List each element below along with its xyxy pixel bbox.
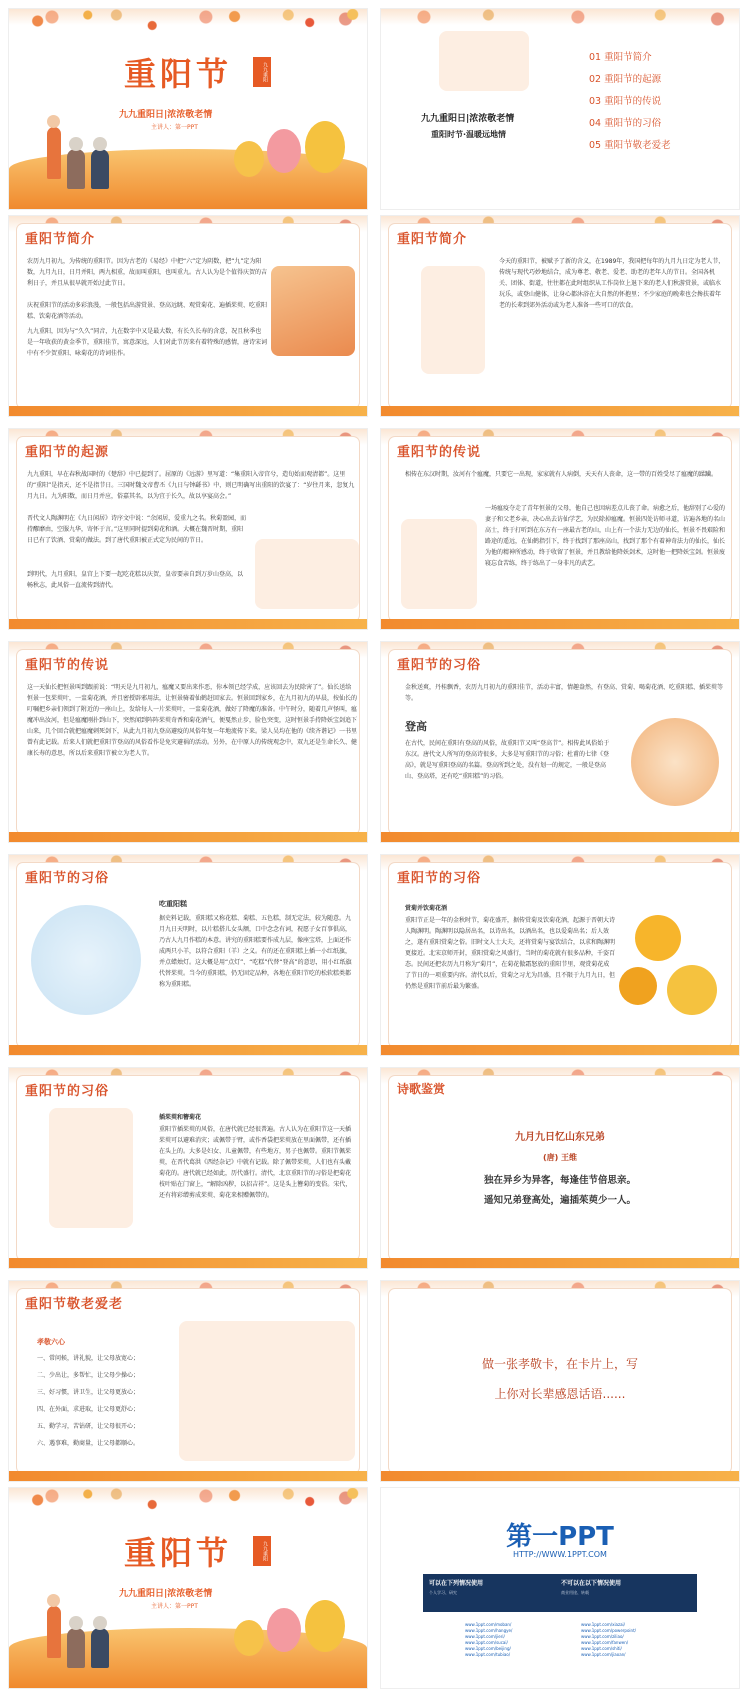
link[interactable]: www.1ppt.com/shiti/	[581, 1646, 622, 1651]
toc-item-5[interactable]: 05 重阳节敬老爱老	[589, 140, 671, 151]
intro-paragraph-3: 九九重阳，因为与“久久”同音，九在数字中又是最大数，有长久长寿的含意，况且秋季也是一年收获的黄金季节，重阳佳节，寓意深远，人们对此节历来有着特殊的感情，唐诗宋词中有不少贺重阳、咏菊花的诗词佳作。	[27, 328, 268, 357]
toc-item-2[interactable]: 02 重阳节的起源	[589, 74, 662, 85]
custom4-paragraph: 重阳节插茱萸的风俗，在唐代就已经很普遍。古人认为在重阳节这一天插茱萸可以避难消灾；或佩带于臂，或作香袋把茱萸放在里面佩带，还有插在头上的。大多是妇女、儿童佩带，有些地方，男子也佩带。重阳节佩茱萸，在晋代葛洪《西经杂记》中就有记载。除了佩带茱萸，人们也有头戴菊花的。唐代就已经如此，历代盛行。清代，北京重阳节的习俗是把菊花枝叶贴在门窗上，“解除凶秽，以招吉祥”。这是头上簪菊的变俗。宋代，还有将彩缯剪成茱萸、菊花来相赠佩带的。	[159, 1126, 352, 1199]
cover-speaker: 主讲人：第一PPT	[151, 1603, 198, 1610]
slide-custom-4[interactable]	[8, 1067, 368, 1269]
tree-icon	[234, 141, 264, 177]
tree-icon	[267, 129, 301, 173]
cover-title: 重阳节	[124, 55, 233, 93]
chrysanthemum-icon	[635, 915, 681, 961]
link[interactable]: www.1ppt.com/tubiao/	[465, 1652, 511, 1657]
respect-item-6: 六、遇事难，勤商量，让父母都顺心。	[37, 1440, 140, 1447]
respect-item-4: 四、在外面，求进取，让父母更舒心；	[37, 1406, 140, 1413]
links-column-1	[465, 1622, 512, 1658]
link[interactable]: www.1ppt.com/hangye/	[465, 1628, 513, 1633]
family-illustration	[439, 31, 529, 91]
usage-notice-bar	[423, 1574, 697, 1612]
slide-title: 重阳节的习俗	[25, 871, 110, 886]
bottom-bar	[9, 1258, 367, 1268]
origin-paragraph-2: 晋代文人陶渊明在《九日闲居》诗序文中说：“余闲居，爱重九之名。秋菊盈园，而持醪靡由，空服九华，寄怀于言。”这里同时提到菊花和酒。大概在魏晋时期，重阳日已有了饮酒、赏菊的做法。到了唐代重阳被正式定为民间的节日。	[27, 515, 247, 544]
allowed-usage-note: 个人学习、研究	[429, 1590, 457, 1595]
bottom-bar	[9, 1471, 367, 1481]
slide-toc[interactable]	[380, 8, 740, 210]
child-figure-icon	[47, 1606, 61, 1658]
chrysanthemum-icon	[667, 965, 717, 1015]
toc-heading: 九九重阳日|浓浓敬老情	[421, 114, 515, 124]
slide-title: 重阳节的传说	[25, 658, 110, 673]
respect-item-5: 五、勤学习，苦钻研，让父母很开心；	[37, 1423, 140, 1430]
custom3-paragraph: 重阳节正是一年的金秋时节，菊花盛开，据传赏菊及饮菊花酒，起源于晋朝大诗人陶渊明。陶渊明以隐居出名，以诗出名，以酒出名，也以爱菊出名；后人效之，遂有重阳赏菊之俗。旧时文人士大夫，还将赏菊与宴饮结合，以求和陶渊明更接近。北宋京师开封，重阳赏菊之风盛行，当时的菊花就有很多品种，千姿百态。民间还把农历九月称为“菊月”，在菊花傲霜怒放的重阳节里，观赏菊花成了节日的一项重要内容。清代以后，赏菊之习尤为昌盛，且不限于九月九日，但仍然是重阳节前后最为繁盛。	[405, 917, 616, 990]
wine-and-chrysanthemum-illustration	[631, 718, 719, 806]
toc-item-4[interactable]: 04 重阳节的习俗	[589, 118, 662, 129]
elders-eating-cake-illustration	[31, 905, 141, 1015]
link[interactable]: www.1ppt.com/moban/	[465, 1622, 512, 1627]
bottom-bar	[381, 619, 739, 629]
respect-item-2: 二、少出让，多帮忙，让父母少操心；	[37, 1372, 140, 1379]
bottom-bar	[381, 1045, 739, 1055]
poem-title: 九月九日忆山东兄弟	[515, 1132, 605, 1143]
elderly-couple-illustration	[401, 519, 477, 609]
bottom-bar	[9, 406, 367, 416]
link[interactable]: www.1ppt.com/powerpoint/	[581, 1628, 636, 1633]
slide-title: 重阳节简介	[397, 232, 468, 247]
poem-line-1: 独在异乡为异客，每逢佳节倍思亲。	[483, 1175, 636, 1186]
tree-icon	[234, 1620, 264, 1656]
toc-item-1[interactable]: 01 重阳节简介	[589, 52, 652, 63]
link[interactable]: www.1ppt.com/xiazai/	[581, 1622, 626, 1627]
custom-paragraph: 在古代，民间在重阳有登高的风俗，故重阳节又叫“登高节”。相传此风俗始于东汉。唐代文人所写的登高诗很多，大多是写重阳节的习俗；杜甫的七律《登高》，就是写重阳登高的名篇。登高所到之处，没有划一的规定，一般是登高山、登高塔，还有吃“重阳糕”的习俗。	[405, 740, 610, 780]
head-icon	[47, 1594, 60, 1607]
origin-paragraph-3: 到明代，九月重阳，皇宫上下要一起吃花糕以庆贺，皇帝要亲自到万岁山登高，以畅秋志，此风俗一直流传到清代。	[27, 571, 244, 589]
content-frame	[389, 1289, 731, 1473]
maple-leaves-decoration	[9, 1488, 367, 1518]
head-icon	[93, 137, 107, 151]
chrysanthemum-icon	[619, 967, 657, 1005]
slide-card[interactable]	[380, 1280, 740, 1482]
slide-respect[interactable]	[8, 1280, 368, 1482]
head-icon	[47, 115, 60, 128]
head-icon	[69, 137, 83, 151]
slide-cover-end[interactable]	[8, 1487, 368, 1689]
cover-subtitle: 九九重阳日|浓浓敬老情	[119, 1589, 213, 1599]
legend-paragraph-2: 一场瘟疫夺走了青年恒景的父母，他自己也因病差点儿丧了命。病愈之后，他辞别了心爱的妻子和父老乡亲，决心出去访仙学艺，为民除掉瘟魔。恒景四处访师寻道，访遍各地的名山高士，终于打听到在东方有一座最古老的山，山上有一个法力无边的仙长，恒景不畏艰险和路途的遥远，在仙鹤指引下，终于找到了那座高山，找到了那个有着神奇法力的仙长，仙长为他的精神所感动，终于收留了恒景，并且教给他降妖剑术，这时他一把降妖宝剑。恒景废寝忘食苦练，终于练出了一身非凡的武艺。	[485, 505, 726, 567]
slide-legend-2[interactable]	[8, 641, 368, 843]
card-line-2: 上你对长辈感恩话语......	[494, 1387, 626, 1401]
maple-leaves-decoration	[9, 9, 367, 39]
slide-title: 重阳节的习俗	[397, 658, 482, 673]
bottom-bar	[381, 1471, 739, 1481]
family-portrait-illustration	[179, 1321, 355, 1461]
toc-subheading: 重阳时节·温暖远地情	[431, 130, 507, 139]
intro-paragraph-2: 庆祝重阳节的活动多彩浪漫，一般包括出游赏景、登高远眺、观赏菊花、遍插茱萸、吃重阳糕、饮菊花酒等活动。	[27, 302, 268, 320]
slide-custom-2[interactable]	[8, 854, 368, 1056]
bottom-bar	[381, 832, 739, 842]
grandma-figure-icon	[67, 1628, 85, 1668]
slide-cover[interactable]	[8, 8, 368, 210]
family-gathering-illustration	[255, 539, 359, 609]
link[interactable]: www.1ppt.com/jieri/	[465, 1634, 505, 1639]
slide-custom-3[interactable]	[380, 854, 740, 1056]
link[interactable]: www.1ppt.com/fanwen/	[581, 1640, 629, 1645]
custom4-subtitle: 插茱萸和簪菊花	[159, 1114, 202, 1121]
custom2-subtitle: 吃重阳糕	[159, 900, 187, 908]
link[interactable]: www.1ppt.com/sucai/	[465, 1640, 508, 1645]
brand-url[interactable]: HTTP://WWW.1PPT.COM	[513, 1550, 607, 1559]
seal-stamp: 九九重阳	[253, 57, 271, 87]
bottom-bar	[381, 406, 739, 416]
forbidden-usage-note: 商业用途、转载	[561, 1590, 589, 1595]
grandpa-figure-icon	[91, 149, 109, 189]
origin-paragraph-1: 九九重阳，早在春秋战国时的《楚辞》中已提到了。屈原的《远游》里写道：“集重阳入帝宫兮，造旬始而观清都”。这里的“重阳”是指天，还不是指节日。三国时魏文帝曹丕《九日与钟繇书》中，则已明确写出重阳的饮宴了：“岁往月来，忽复九月九日。九为阳数，而日月并应，俗嘉其名，以为宜于长久，故以享宴高会。”	[27, 471, 355, 500]
mountain-stairs-illustration	[271, 266, 355, 356]
slide-title: 重阳节的传说	[397, 445, 482, 460]
allowed-usage-heading: 可以在下列情况使用	[429, 1580, 484, 1587]
poem-section-title: 诗歌鉴赏	[397, 1082, 446, 1096]
brand-logo: 第一PPT	[506, 1522, 614, 1552]
poem-line-2: 遥知兄弟登高处，遍插茱萸少一人。	[483, 1195, 636, 1206]
slide-poem[interactable]	[380, 1067, 740, 1269]
poem-author: (唐) 王维	[542, 1153, 578, 1162]
slide-title: 重阳节简介	[25, 232, 96, 247]
tree-icon	[305, 1600, 345, 1652]
seal-stamp: 九九重阳	[253, 1536, 271, 1566]
slide-title: 重阳节的习俗	[397, 871, 482, 886]
grandma-figure-icon	[67, 149, 85, 189]
forbidden-usage-heading: 不可以在以下情况使用	[561, 1580, 622, 1587]
slide-title: 重阳节的习俗	[25, 1084, 110, 1099]
head-icon	[69, 1616, 83, 1630]
bottom-bar	[9, 1045, 367, 1055]
link[interactable]: www.1ppt.com/ziliao/	[581, 1634, 624, 1639]
tree-icon	[267, 1608, 301, 1652]
cover-speaker: 主讲人：第一PPT	[151, 124, 198, 131]
respect-subtitle: 孝敬六心	[37, 1338, 65, 1346]
bottom-bar	[9, 832, 367, 842]
respect-item-1: 一、常问候，讲礼貌，让父母放宽心；	[37, 1355, 140, 1362]
slide-legend-1[interactable]	[380, 428, 740, 630]
legend2-paragraph: 这一天仙长把恒景叫到跟前说：“明天是九月初九，瘟魔又要出来作恶，你本领已经学成，应该回去为民除害了”。仙长送给恒景一包茱萸叶，一盅菊花酒，并且密授辟邪用法，让恒景骑着仙鹤赶回家去。恒景回到家乡，在九月初九的早晨，按仙长的叮嘱把乡亲们领到了附近的一座山上，发给每人一片茱萸叶，一盅菊花酒，做好了降魔的准备。中午时分，随着几声怪叫，瘟魔冲出汝河，但是瘟魔刚扑到山下，突然闻到阵阵茱萸奇香和菊花酒气，便戛然止步，脸色突变，这时恒景手持降妖宝剑追下山来，几个回合就把瘟魔刺死剑下，从此九月初九登高避疫的风俗年复一年地流传下来。梁人吴均在他的《续齐谐记》一书里曾有此记载。后来人们就把重阳节登高的风俗看作是免灾避祸的活动。另外，在中原人的传统观念中，双九还是生命长久、健康长寿的意思，所以后来重阳节被立为老人节。	[27, 684, 358, 757]
slide-title: 重阳节敬老爱老	[25, 1297, 124, 1312]
cover-title: 重阳节	[124, 1534, 233, 1572]
bottom-bar	[9, 619, 367, 629]
slide-custom-1[interactable]	[380, 641, 740, 843]
custom-subtitle: 登高	[405, 720, 427, 733]
slide-brand[interactable]	[380, 1487, 740, 1689]
card-line-1: 做一张孝敬卡，在卡片上，写	[481, 1357, 638, 1371]
links-column-2	[581, 1622, 636, 1658]
slide-title: 重阳节的起源	[25, 445, 110, 460]
child-figure-icon	[47, 127, 61, 179]
slide-origin[interactable]	[8, 428, 368, 630]
custom2-paragraph: 据史料记载，重阳糕又称花糕、菊糕、五色糕，制无定法，较为随意。九月九日天明时，以片糕搭儿女头额，口中念念有词，祝愿子女百事俱高，乃古人九月作糕的本意。讲究的重阳糕要作成九层，像座宝塔，上面还作成两只小羊，以符合重阳（羊）之义。有的还在重阳糕上插一小红纸旗，并点蜡烛灯。这大概是用“点灯”、“吃糕”代替“登高”的意思，用小红纸旗代替茱萸。当今的重阳糕，仍无固定品种，各地在重阳节吃的松软糕类都称为重阳糕。	[159, 915, 352, 988]
respect-item-3: 三、好习惯，讲卫生，让父母更放心；	[37, 1389, 140, 1396]
intro-paragraph-1: 农历九月初九，为传统的重阳节。因为古老的《易经》中把“六”定为阴数，把“九”定为阳数，九月九日，日月并阳，两九相重，故而叫重阳，也叫重九。古人认为是个值得庆贺的吉利日子，并且从很早就开始过此节日。	[27, 258, 268, 287]
intro2-paragraph: 今天的重阳节，被赋予了新的含义，在1989年，我国把每年的九月九日定为老人节，传统与现代巧妙地结合，成为尊老、敬老、爱老、助老的老年人的节日。全国各机关、团体、街道，往往都在此时组织从工作岗位上退下来的老人们秋游赏景，或临水玩乐，或登山健体，让身心都沐浴在大自然的怀抱里；不少家庭的晚辈也会搀扶着年老的长辈到郊外活动或为老人准备一些可口的饮食。	[499, 258, 725, 309]
legend-paragraph-1: 相传在东汉时期，汝河有个瘟魔，只要它一出现，家家就有人病倒，天天有人丧命，这一带的百姓受尽了瘟魔的蹂躏。	[405, 471, 718, 478]
tree-icon	[305, 121, 345, 173]
toc-item-3[interactable]: 03 重阳节的传说	[589, 96, 662, 107]
content-frame	[389, 1076, 731, 1260]
head-icon	[93, 1616, 107, 1630]
slide-intro-1[interactable]	[8, 215, 368, 417]
link[interactable]: www.1ppt.com/jiaoan/	[581, 1652, 626, 1657]
custom3-subtitle: 赏菊并饮菊花酒	[405, 905, 448, 912]
slide-intro-2[interactable]	[380, 215, 740, 417]
cover-subtitle: 九九重阳日|浓浓敬老情	[119, 110, 213, 120]
child-and-grandma-illustration	[49, 1108, 133, 1228]
link[interactable]: www.1ppt.com/beijing/	[465, 1646, 511, 1651]
elders-illustration	[421, 266, 485, 374]
grandpa-figure-icon	[91, 1628, 109, 1668]
bottom-bar	[381, 1258, 739, 1268]
custom-intro: 金秋送爽，丹桂飘香，农历九月初九的重阳佳节，活动丰富，情趣盎然，有登高、赏菊、喝菊花酒、吃重阳糕、插茱萸等等。	[405, 684, 724, 702]
